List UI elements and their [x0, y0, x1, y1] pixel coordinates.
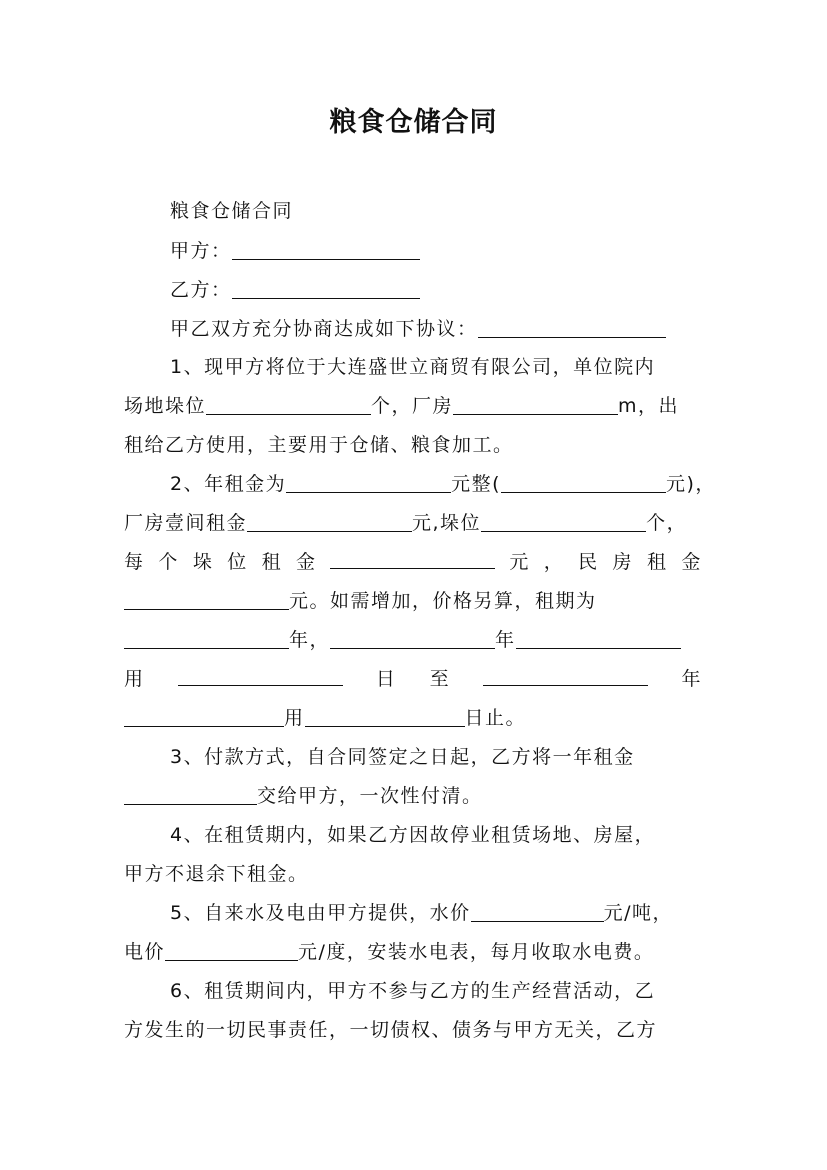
- clause2-line1: [170, 470, 716, 498]
- party-b-label: 乙方：: [170, 279, 232, 301]
- clause2-blank-8: [330, 628, 495, 649]
- clause3-blank: [124, 784, 257, 805]
- clause2-line4: [124, 587, 597, 615]
- clause5-line2-text-b: 元/度，安装水电表，每月收取水电费。: [298, 941, 655, 963]
- clause1-line1: 1、现甲方将位于大连盛世立商贸有限公司，单位院内: [170, 356, 656, 378]
- clause2-word: 民: [578, 551, 599, 573]
- clause2-line2-text-a: 厂房壹间租金: [124, 512, 248, 534]
- clause5-blank-2: [165, 940, 298, 961]
- intro-text: 甲乙双方充分协商达成如下协议：: [170, 318, 478, 340]
- clause2-word: ，: [543, 551, 565, 573]
- clause2-word: 元: [509, 551, 530, 573]
- clause2-blank-11: [483, 665, 648, 686]
- document-title: 粮食仓储合同: [329, 107, 498, 138]
- clause2-line6-text-b: 日: [375, 668, 397, 690]
- clause1-text-b: 个，厂房: [371, 395, 454, 417]
- clause2-line6: [124, 665, 702, 693]
- clause2-word: 金: [296, 551, 317, 573]
- intro-line: [170, 315, 666, 343]
- clause6-line1: 6、租赁期间内，甲方不参与乙方的生产经营活动，乙: [170, 980, 656, 1002]
- clause2-line6-text-c: 至: [429, 668, 451, 690]
- clause1-line2: [124, 392, 679, 420]
- clause2-blank-7: [124, 628, 289, 649]
- clause3-line2-text: 交给甲方，一次性付清。: [257, 785, 483, 807]
- clause2-line7: [124, 704, 526, 732]
- clause2-text-a: 2、年租金为: [170, 473, 287, 495]
- clause1-text-a: 场地垛位: [124, 395, 207, 417]
- clause2-line2-text-c: 个，: [646, 512, 688, 534]
- clause1-blank-2: [453, 394, 618, 415]
- clause5-text-b: 元/吨，: [603, 902, 673, 924]
- clause5-line2: [124, 938, 654, 966]
- clause2-line5-text-a: 年，: [289, 629, 331, 651]
- clause3-line2: [124, 782, 483, 810]
- party-a-blank: [232, 239, 420, 260]
- clause5-line1: [170, 899, 673, 927]
- clause6-line2: 方发生的一切民事责任，一切债权、债务与甲方无关，乙方: [124, 1019, 658, 1041]
- clause2-text-c: 元)，: [666, 473, 716, 495]
- clause2-line6-text-d: 年: [681, 668, 702, 690]
- clause1-line3: 租给乙方使用，主要用于仓储、粮食加工。: [124, 434, 514, 456]
- clause4-line2: 甲方不退余下租金。: [124, 863, 309, 885]
- clause2-blank-6: [124, 589, 289, 610]
- party-b-line: [170, 276, 420, 304]
- clause2-line7-text-a: 用: [284, 707, 305, 729]
- party-a-label: 甲方：: [170, 240, 232, 262]
- clause2-blank-10: [178, 665, 343, 686]
- clause1-text-c: m，出: [618, 395, 680, 417]
- clause2-word: 租: [261, 551, 283, 573]
- clause2-line2: [124, 509, 687, 537]
- clause4-line1: 4、在租赁期内，如果乙方因故停业租赁场地、房屋，: [170, 824, 656, 846]
- clause5-text-a: 5、自来水及电由甲方提供，水价: [170, 902, 471, 924]
- clause2-word: 个: [158, 551, 179, 573]
- clause2-blank-2: [501, 472, 666, 493]
- document-subtitle: 粮食仓储合同: [170, 200, 294, 222]
- clause1-blank-1: [206, 394, 371, 415]
- party-a-line: [170, 237, 420, 265]
- clause2-word: 金: [681, 551, 702, 573]
- clause2-word: 位: [227, 551, 248, 573]
- clause2-word: 房: [612, 551, 634, 573]
- clause2-text-b: 元整(: [451, 473, 502, 495]
- clause2-line5: [124, 626, 681, 654]
- clause2-word: 垛: [192, 551, 214, 573]
- clause2-line6-text-a: 用: [124, 668, 145, 690]
- clause2-blank-12: [124, 706, 284, 727]
- clause2-word: 每: [124, 551, 145, 573]
- clause2-blank-1: [286, 472, 451, 493]
- clause3-line1: 3、付款方式，自合同签定之日起，乙方将一年租金: [170, 746, 635, 768]
- clause2-blank-5: [330, 548, 495, 569]
- clause2-line2-text-b: 元,垛位: [412, 512, 482, 534]
- clause2-line3: [124, 548, 702, 576]
- clause2-line4-text: 元。如需增加，价格另算，租期为: [289, 590, 597, 612]
- party-b-blank: [232, 278, 420, 299]
- clause5-blank-1: [471, 901, 604, 922]
- clause2-blank-3: [247, 511, 412, 532]
- clause2-line7-text-b: 日止。: [464, 707, 527, 729]
- intro-blank: [478, 317, 666, 338]
- clause5-line2-text-a: 电价: [124, 941, 166, 963]
- clause2-word: 租: [646, 551, 668, 573]
- clause2-blank-13: [305, 706, 465, 727]
- clause2-line5-text-b: 年: [495, 629, 516, 651]
- clause2-blank-9: [516, 628, 681, 649]
- clause2-blank-4: [481, 511, 646, 532]
